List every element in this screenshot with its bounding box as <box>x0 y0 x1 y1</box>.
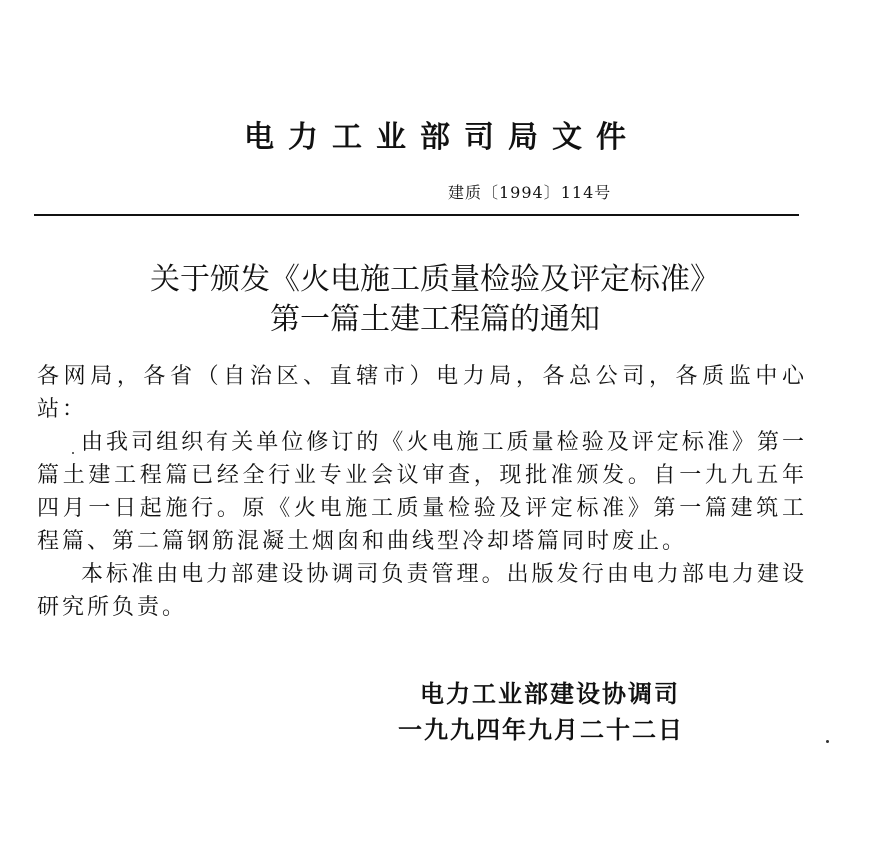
body-paragraph-2: 本标准由电力部建设协调司负责管理。出版发行由电力部电力建设研究所负责。 <box>37 562 807 620</box>
notice-body <box>37 360 807 624</box>
scan-speck <box>826 740 829 743</box>
signature-organization: 电力工业部建设协调司 <box>420 680 680 708</box>
scan-speck <box>72 452 74 454</box>
salutation: 各网局，各省（自治区、直辖市）电力局，各总公司，各质监中心站： <box>37 364 807 422</box>
header-divider <box>34 214 799 216</box>
document-number: 建质〔1994〕114号 <box>448 183 612 202</box>
body-paragraph-1: 由我司组织有关单位修订的《火电施工质量检验及评定标准》第一篇土建工程篇已经全行业专业会议审查，现批准颁发。自一九九五年四月一日起施行。原《火电施工质量检验及评定标准》第一篇建筑工程篇、第二篇钢筋混凝土烟囱和曲线型冷却塔篇同时废止。 <box>37 430 807 554</box>
signature-date: 一九九四年九月二十二日 <box>398 716 684 744</box>
notice-title-line-1: 关于颁发《火电施工质量检验及评定标准》 <box>150 262 720 297</box>
notice-title-line-2: 第一篇土建工程篇的通知 <box>270 302 600 337</box>
document-header-title: 电力工业部司局文件 <box>244 120 640 155</box>
